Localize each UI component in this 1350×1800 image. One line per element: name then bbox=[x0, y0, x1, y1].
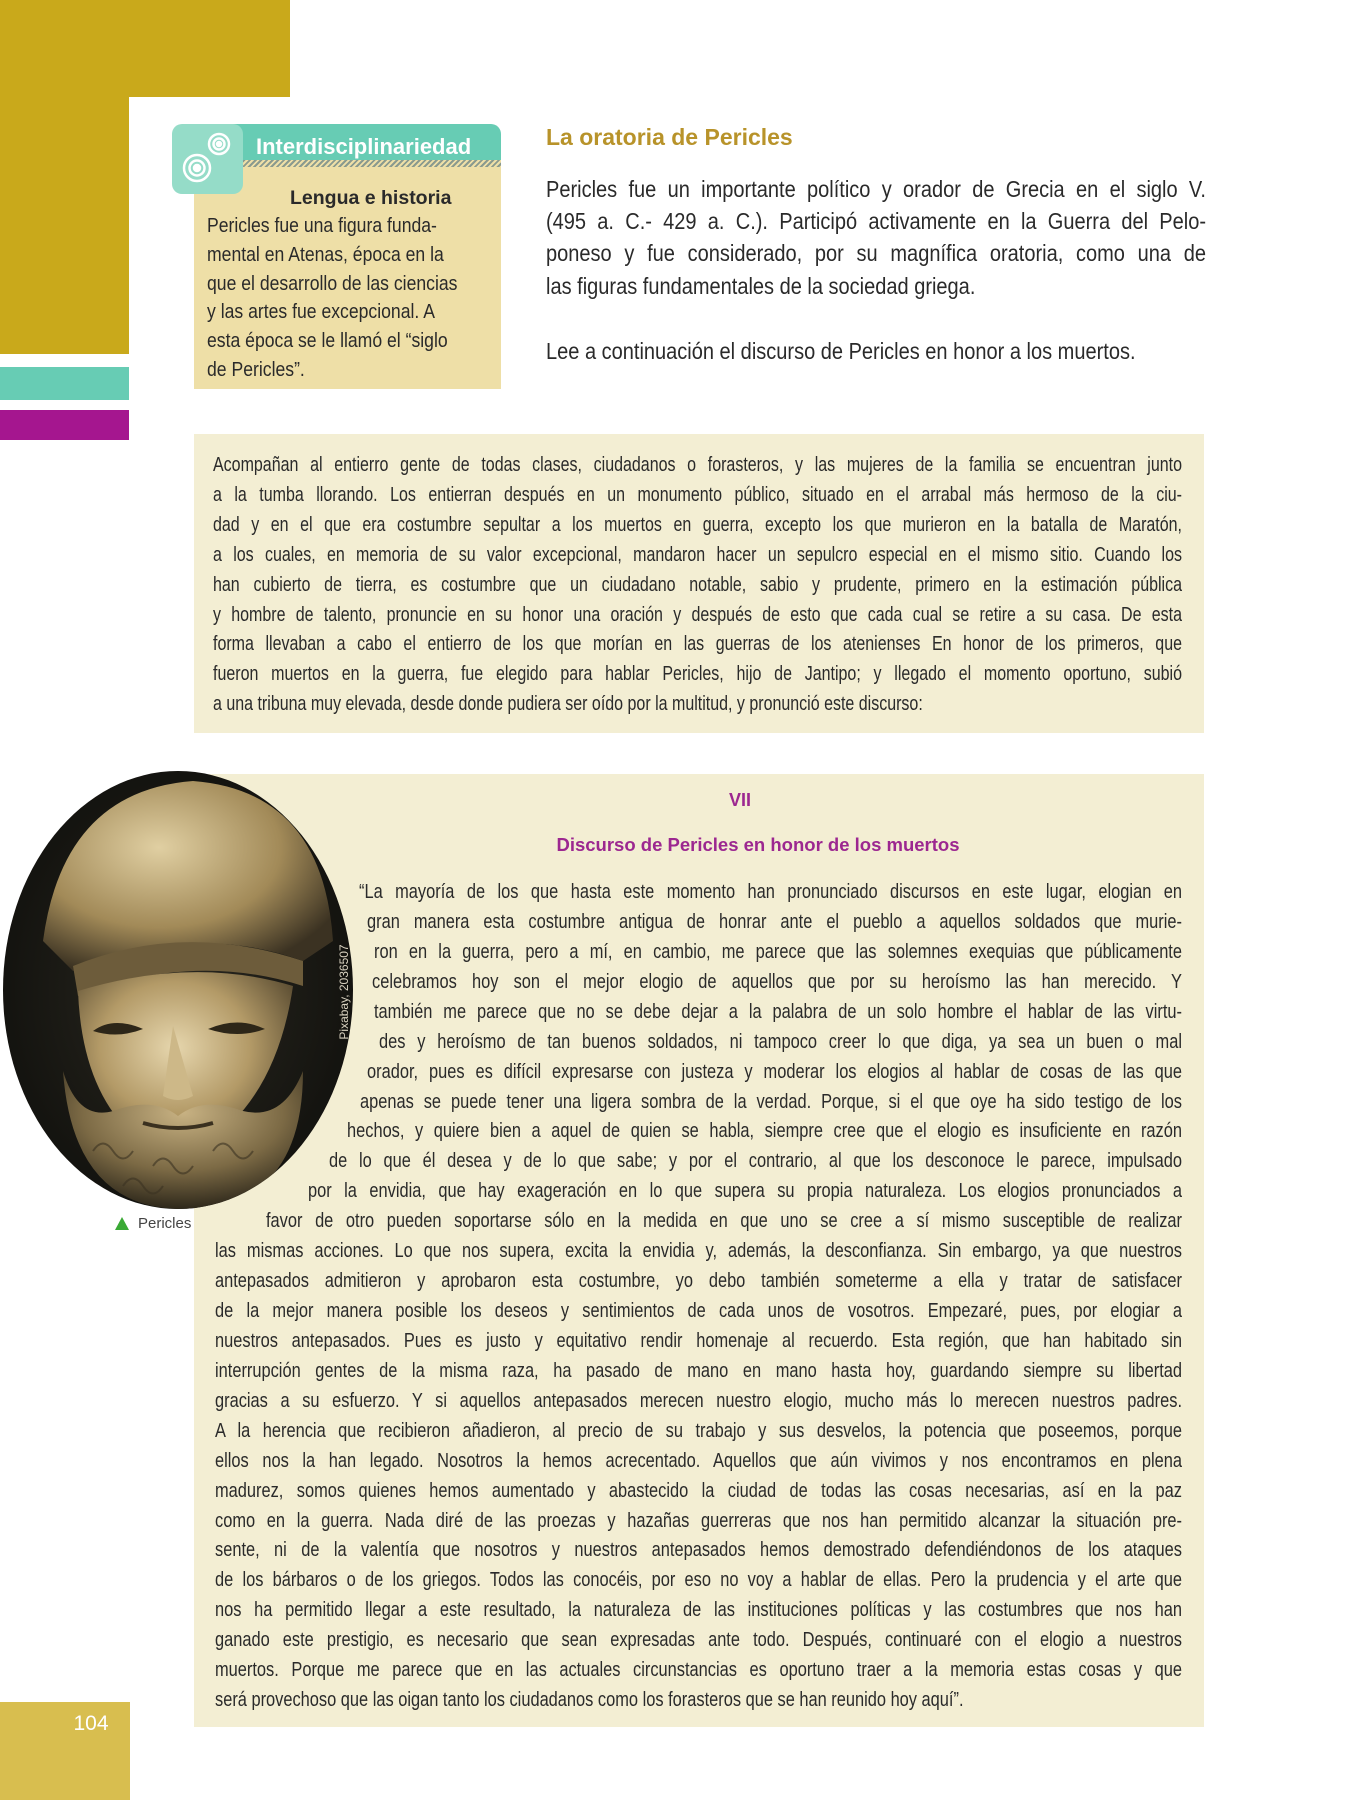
speech-line: gracias a su esfuerzo. Y si aquellos antepasados merecen nuestro elogio, mucho más lo merecen nuestros padres. bbox=[215, 1389, 1182, 1412]
speech-line: también me parece que no se debe dejar a la palabra de un solo hombre el hablar de las virtu- bbox=[374, 1000, 1182, 1023]
figure-caption: Pericles bbox=[138, 1215, 192, 1232]
speech-line: favor de otro pueden soportarse sólo en la medida en que uno se cree a sí mismo susceptible de realizar bbox=[266, 1210, 1182, 1233]
context-line: Acompañan al entierro gente de todas clases, ciudadanos o forasteros, y las mujeres de la familia se encuentran junto bbox=[213, 454, 1182, 476]
speech-line: sente, ni de la valentía que nosotros y nuestros antepasados hemos demostrado defendiéndonos de los ataques bbox=[215, 1539, 1182, 1562]
speech-line: apenas se puede tener una ligera sombra de la verdad. Porque, si el que oye ha sido testigo de los bbox=[360, 1090, 1182, 1113]
speech-line: de los bárbaros o de los griegos. Todos las conocéis, por eso no voy a hablar de ellas. Pero la prudencia y el arte que bbox=[215, 1569, 1182, 1592]
pericles-portrait-image bbox=[3, 771, 353, 1209]
image-credit: Pixabay, 2036507 bbox=[337, 944, 351, 1040]
sidebar-line: esta época se le llamó el “siglo bbox=[207, 330, 448, 353]
section-title: La oratoria de Pericles bbox=[546, 124, 793, 150]
speech-line: madurez, somos quienes hemos aumentado y abastecido la ciudad de todas las cosas necesarias, así en la paz bbox=[215, 1479, 1182, 1502]
sidebar-line: mental en Atenas, época en la bbox=[207, 243, 444, 266]
sidebar-line: Pericles fue una figura funda- bbox=[207, 215, 437, 237]
speech-line: ganado este prestigio, es necesario que sean expresadas ante todo. Después, continuaré con el elogio a nuestros bbox=[215, 1629, 1182, 1652]
speech-line: ellos nos la han legado. Nosotros la hemos acrecentado. Aquellos que aún vivimos y nos encontramos en plena bbox=[215, 1449, 1182, 1472]
sidebar-title: Interdisciplinariedad bbox=[256, 134, 472, 159]
speech-line: las mismas acciones. Lo que nos supera, excita la envidia y, además, la desconfianza. Sin embargo, ya que nuestros bbox=[215, 1240, 1182, 1263]
speech-line: A la herencia que recibieron añadieron, al precio de su trabajo y sus desvelos, la potencia que poseemos, porque bbox=[215, 1419, 1182, 1442]
sidebar-line: y las artes fue excepcional. A bbox=[207, 301, 435, 324]
speech-line: gran manera esta costumbre antigua de honrar ante el pueblo a aquellos soldados que murie- bbox=[367, 910, 1182, 933]
intro-line: Pericles fue un importante político y orador de Grecia en el siglo V. bbox=[546, 176, 1206, 202]
context-line: forma llevaban a cabo el entierro de los que morían en las guerras de los atenienses En honor de los primeros, que bbox=[213, 633, 1182, 656]
speech-line: orador, pues es difícil expresarse con justeza y moderar los elogios al hablar de cosas de las que bbox=[367, 1060, 1182, 1083]
speech-line: será provechoso que las oigan tanto los ciudadanos como los forasteros que se han reunido hoy aquí”. bbox=[215, 1689, 964, 1712]
speech-line: celebramos hoy son el mejor elogio de aquellos que por su heroísmo las han merecido. Y bbox=[372, 970, 1182, 993]
context-line: han cubierto de tierra, es costumbre que un ciudadano notable, sabio y prudente, primero en la estimación pública bbox=[213, 573, 1182, 596]
speech-line: “La mayoría de los que hasta este momento han pronunciado discursos en este lugar, elogian en bbox=[359, 881, 1182, 903]
speech-line: hechos, y quiere bien a aquel de quien se habla, siempre cree que el elogio es insuficiente en razón bbox=[347, 1120, 1182, 1143]
intro-line: las figuras fundamentales de la sociedad griega. bbox=[546, 272, 976, 299]
speech-line: de lo que él desea y de lo que sabe; y por el contrario, al que los desconoce le parece, impulsado bbox=[329, 1150, 1182, 1173]
speech-line: como en la guerra. Nada diré de las proezas y hazañas guerreras que nos han permitido alcanzar la situación pre- bbox=[215, 1509, 1182, 1532]
decorative-magenta-band bbox=[0, 410, 129, 440]
speech-line: antepasados admitieron y aprobaron esta costumbre, yo debo también someterme a ella y tratar de satisfacer bbox=[215, 1270, 1182, 1293]
intro-line: poneso y fue considerado, por su magnífica oratoria, como una de bbox=[546, 240, 1206, 267]
context-line: fueron muertos en la guerra, fue elegido para hablar Pericles, hijo de Jantipo; y llegado el momento oportuno, subió bbox=[213, 663, 1182, 686]
speech-line: por la envidia, que hay exageración en lo que supera su propia naturaleza. Los elogios pronunciados a bbox=[308, 1180, 1182, 1203]
context-line: a una tribuna muy elevada, desde donde pudiera ser oído por la multitud, y pronunció este discurso: bbox=[213, 693, 923, 716]
speech-line: nos ha permitido llegar a este resultado, la naturaleza de las instituciones políticas y las costumbres que nos han bbox=[215, 1599, 1182, 1622]
context-line: y hombre de talento, pronuncie en su honor una oración y después de esto que cada cual se retire a su casa. De esta bbox=[213, 603, 1182, 626]
speech-line: interrupción gentes de la misma raza, ha pasado de mano en mano hasta hoy, guardando siempre su libertad bbox=[215, 1359, 1182, 1382]
speech-line: nuestros antepasados. Pues es justo y equitativo rendir homenaje al recuerdo. Esta región, que han habitado sin bbox=[215, 1329, 1182, 1352]
chapter-number: VII bbox=[728, 790, 751, 810]
concentric-circles-icon bbox=[172, 124, 243, 194]
decorative-gold-strip bbox=[0, 0, 129, 354]
speech-line: ron en la guerra, pero a mí, en cambio, me parece que las solemnes exequias que públicamente bbox=[374, 940, 1182, 963]
intro-line: (495 a. C.- 429 a. C.). Participó activamente en la Guerra del Pelo- bbox=[546, 208, 1206, 235]
context-line: dad y en el que era costumbre sepultar a los muertos en guerra, excepto los que murieron en la batalla de Maratón, bbox=[213, 513, 1182, 536]
context-line: a los cuales, en memoria de su valor excepcional, mandaron hacer un sepulcro especial en el mismo sitio. Cuando los bbox=[213, 543, 1182, 566]
speech-line: des y heroísmo de tan buenos soldados, ni tampoco creer lo que diga, ya sea un buen o mal bbox=[379, 1030, 1182, 1053]
speech-line: de la mejor manera posible los deseos y sentimientos de cada unos de vosotros. Empezaré, pues, por elogiar a bbox=[215, 1300, 1182, 1323]
page-number: 104 bbox=[73, 1712, 109, 1735]
speech-title: Discurso de Pericles en honor de los muertos bbox=[556, 834, 960, 855]
sidebar-line: de Pericles”. bbox=[207, 359, 305, 381]
instruction-line: Lee a continuación el discurso de Pericles en honor a los muertos. bbox=[546, 338, 1136, 364]
speech-line: muertos. Porque me parece que en las actuales circunstancias es oportuno traer a la memoria estas cosas y que bbox=[215, 1659, 1182, 1682]
triangle-up-icon bbox=[115, 1217, 129, 1230]
context-line: a la tumba llorando. Los entierran después en un monumento público, situado en el arrabal más hermoso de la ciu- bbox=[213, 483, 1182, 506]
sidebar-line: que el desarrollo de las ciencias bbox=[207, 272, 458, 295]
sidebar-stripe bbox=[243, 160, 501, 167]
sidebar-subtitle: Lengua e historia bbox=[290, 187, 452, 209]
decorative-teal-band bbox=[0, 367, 129, 400]
